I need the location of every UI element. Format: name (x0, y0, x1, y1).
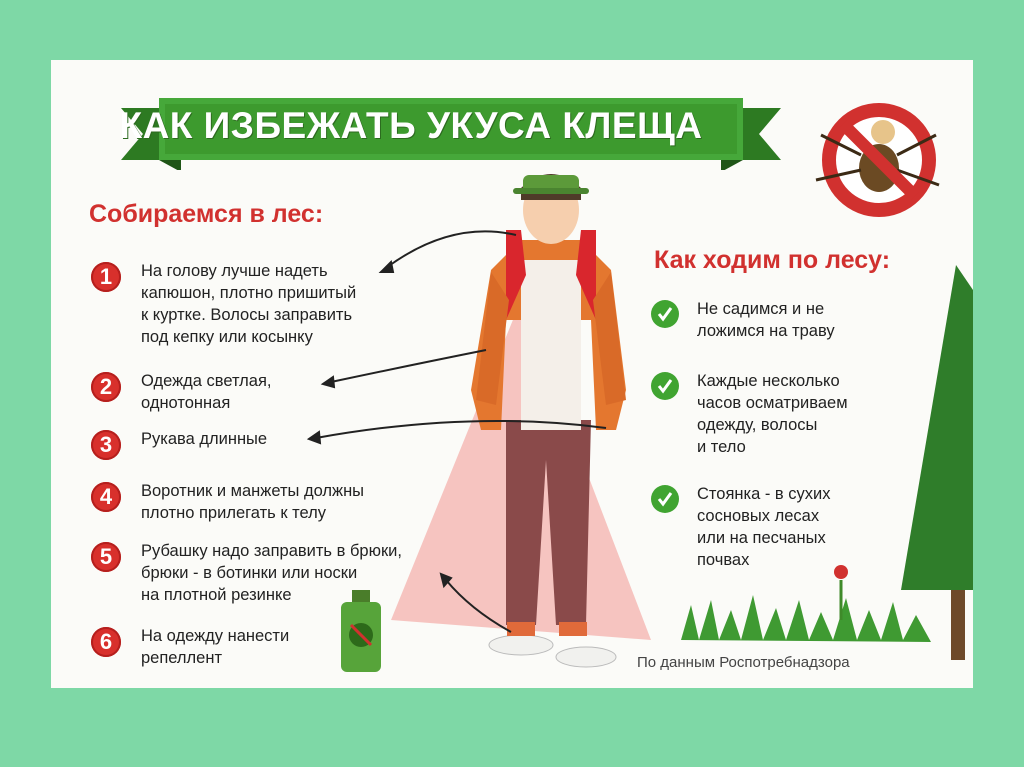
rule-item (651, 370, 848, 458)
tip-text: Рукава длинные (141, 430, 268, 448)
check-icon (651, 485, 679, 513)
infographic-card (51, 60, 973, 688)
tip-item (91, 370, 272, 414)
source-note: По данным Роспотребнадзора (637, 654, 850, 671)
right-heading: Как ходим по лесу: (654, 246, 891, 274)
rule-text: Не садимся и не ложимся на траву (697, 300, 835, 340)
check-icon (651, 372, 679, 400)
left-heading: Собираемся в лес: (89, 200, 324, 228)
tip-item (91, 260, 356, 348)
number-badge: 3 (91, 430, 121, 460)
rule-text: Стоянка - в сухих сосновых лесах или на песчаных почвах (697, 485, 831, 569)
tree-icon (901, 265, 973, 660)
tip-text: На одежду нанести репеллент (141, 627, 290, 667)
number-badge: 4 (91, 482, 121, 512)
tip-item (91, 540, 402, 606)
no-tick-icon (816, 110, 939, 210)
tip-text: Одежда светлая, однотонная (141, 372, 272, 412)
tip-item (91, 625, 289, 669)
rule-item (651, 483, 831, 571)
grass-icon (681, 595, 931, 642)
number-badge: 6 (91, 627, 121, 657)
number-badge: 2 (91, 372, 121, 402)
tip-text: Рубашку надо заправить в брюки, брюки - в ботинки или носки на плотной резинке (141, 542, 402, 604)
tip-text: Воротник и манжеты должны плотно прилегать к телу (141, 482, 365, 522)
tip-item (91, 428, 267, 460)
tip-item (91, 480, 364, 524)
rule-text: Каждые несколько часов осматриваем одежду, волосы и тело (697, 372, 848, 456)
rule-item (651, 298, 835, 342)
number-badge: 1 (91, 262, 121, 292)
page-title: КАК ИЗБЕЖАТЬ УКУСА КЛЕЩА (119, 105, 703, 146)
number-badge: 5 (91, 542, 121, 572)
tip-text: На голову лучше надеть капюшон, плотно пришитый к куртке. Волосы заправить под кепку или косынку (141, 262, 357, 346)
check-icon (651, 300, 679, 328)
